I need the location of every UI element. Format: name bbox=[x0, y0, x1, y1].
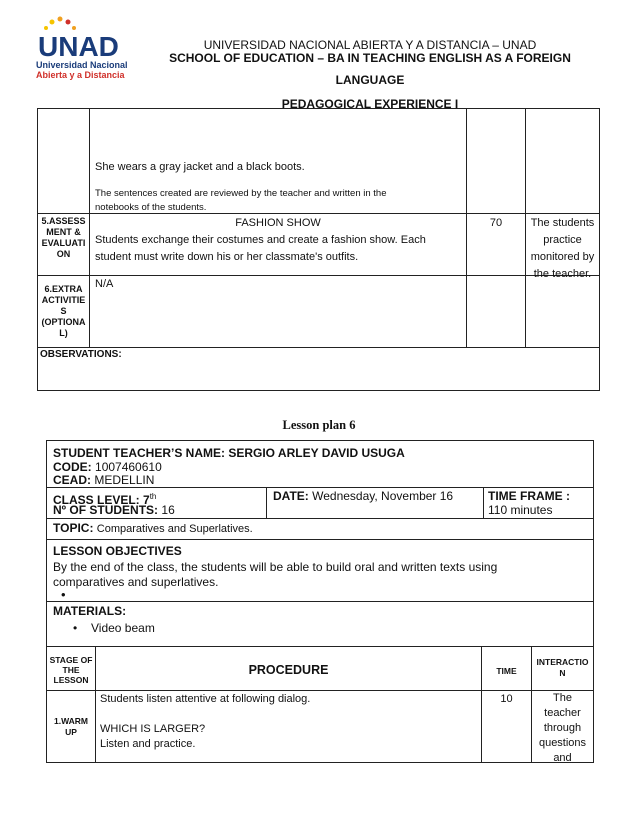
assessment-stage-label: 5.ASSESS MENT & EVALUATI ON bbox=[41, 216, 86, 259]
lesson-plan-title: Lesson plan 6 bbox=[282, 418, 356, 432]
stage-header: STAGE OF THE LESSON bbox=[49, 655, 93, 685]
procedure-header: PROCEDURE bbox=[248, 663, 329, 677]
assessment-title: FASHION SHOW bbox=[235, 217, 321, 229]
topic-line: TOPIC: Comparatives and Superlatives. bbox=[53, 521, 253, 535]
row1-text-2: The sentences created are reviewed by the teacher and written in the bbox=[95, 188, 387, 199]
class-level: CLASS LEVEL: 7th bbox=[53, 492, 157, 507]
procedure-table bbox=[46, 647, 594, 763]
school-name: SCHOOL OF EDUCATION – BA IN TEACHING ENGLISH AS A FOREIGN bbox=[169, 51, 571, 65]
assessment-interaction: The students practice monitored by the teacher. bbox=[530, 217, 595, 280]
student-teacher-name: STUDENT TEACHER’S NAME: SERGIO ARLEY DAVID USUGA bbox=[53, 446, 405, 460]
unad-logo-graphic bbox=[32, 14, 128, 60]
logo-subtitle-2: Abierta y a Distancia bbox=[36, 70, 125, 80]
warm-up-text-1: Students listen attentive at following dialog. bbox=[100, 693, 311, 705]
lesson-date: DATE: Wednesday, November 16 bbox=[273, 489, 454, 503]
objectives-label: LESSON OBJECTIVES bbox=[53, 544, 182, 558]
university-name: UNIVERSIDAD NACIONAL ABIERTA Y A DISTANCIA – UNAD bbox=[203, 38, 537, 52]
assessment-time: 70 bbox=[489, 217, 503, 229]
time-frame-value: 110 minutes bbox=[488, 503, 553, 517]
logo-subtitle-1: Universidad Nacional bbox=[36, 60, 128, 70]
warm-up-text-3: Listen and practice. bbox=[100, 738, 196, 750]
warm-up-time: 10 bbox=[500, 693, 513, 705]
objectives-bullet: • bbox=[61, 587, 66, 602]
assessment-text-2: student must write down his or her classmate's outfits. bbox=[95, 251, 359, 263]
logo-text: UNAD bbox=[38, 31, 119, 60]
row1-text-1: She wears a gray jacket and a black boots. bbox=[95, 161, 305, 173]
row1-text-3: notebooks of the students. bbox=[95, 202, 207, 213]
evaluation-table bbox=[37, 108, 600, 391]
observations-label: OBSERVATIONS: bbox=[40, 349, 122, 360]
lesson-info-table: STUDENT TEACHER’S NAME: SERGIO ARLEY DAVID USUGA CODE: 1007460610 CEAD: MEDELLIN CLASS LEVEL: 7th Nº OF STUDENTS: 16 DATE: Wednesday, November 16 TIME FRAME : 110 minutes TOPIC: Comparatives and Superlatives. LESSON OBJECTIVES By the end of the class, the students will be able to build oral and written texts using comparatives and superlatives. • MATERIALS: • Video beam bbox=[46, 440, 594, 647]
students-count: Nº OF STUDENTS: 16 bbox=[53, 503, 175, 517]
cead-line: CEAD: MEDELLIN bbox=[53, 473, 155, 487]
code-line: CODE: 1007460610 bbox=[53, 460, 162, 474]
materials-label: MATERIALS: bbox=[53, 604, 127, 618]
warm-up-text-2: WHICH IS LARGER? bbox=[100, 723, 206, 735]
warm-up-stage: 1.WARM UP bbox=[54, 716, 88, 737]
objectives-text-1: By the end of the class, the students will be able to build oral and written texts using bbox=[53, 560, 498, 574]
objectives-text-2: comparatives and superlatives. bbox=[53, 575, 219, 589]
language-line: LANGUAGE bbox=[335, 73, 405, 87]
time-frame-label: TIME FRAME : bbox=[488, 489, 570, 503]
time-header: TIME bbox=[496, 666, 517, 676]
extra-activities-text: N/A bbox=[95, 278, 114, 290]
warm-up-interaction: The teacher through questions and bbox=[538, 692, 587, 764]
pedagogical-experience-title: PEDAGOGICAL EXPERIENCE I bbox=[281, 97, 459, 111]
interaction-header: INTERACTIO N bbox=[536, 657, 589, 678]
unad-logo bbox=[32, 14, 128, 80]
assessment-text-1: Students exchange their costumes and create a fashion show. Each bbox=[95, 234, 426, 246]
extra-activities-label: 6.EXTRA ACTIVITIE S (OPTIONA L) bbox=[41, 284, 86, 338]
